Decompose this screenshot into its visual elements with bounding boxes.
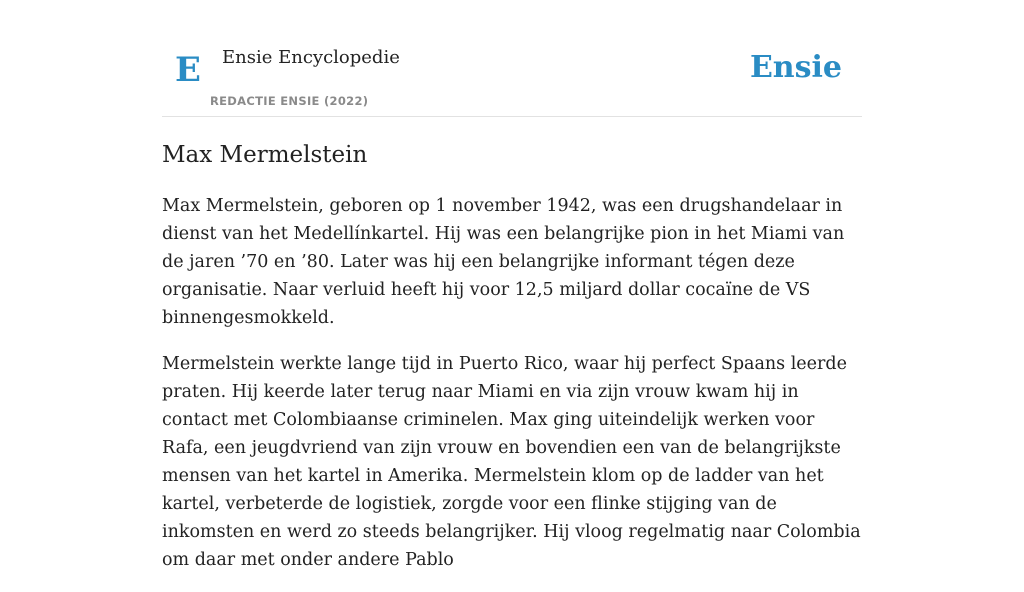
page-container [162, 0, 862, 570]
site-header [162, 0, 862, 117]
article-paragraph: Max Mermelstein, geboren op 1 november 1942, was een drugshandelaar in dienst van het Medellínkartel. Hij was een belangrijke pion in het Miami van de jaren ’70 en ’80. Later was hij een belangrijke informant tégen deze organisatie. Naar verluid heeft hij voor 12,5 miljard dollar cocaïne de VS binnengesmokkeld. [162, 196, 845, 328]
article-body [162, 192, 862, 592]
author-byline: REDACTIE ENSIE (2022) [210, 94, 369, 108]
site-name[interactable]: Ensie Encyclopedie [222, 47, 400, 68]
brand-logo[interactable]: Ensie [749, 50, 842, 85]
article-title: Max Mermelstein [162, 142, 368, 168]
article-paragraph: Mermelstein werkte lange tijd in Puerto Rico, waar hij perfect Spaans leerde praten. Hij keerde later terug naar Miami en via zijn vrouw kwam hij in contact met Colombiaanse criminelen. Max ging uiteindelijk werken voor Rafa, een jeugdvriend van zijn vrouw en bovendien een van de belangrijkste mensen van het kartel in Amerika. Mermelstein klom op de ladder van het kartel, verbeterde de logistiek, zorgde voor een flinke stijging van de inkomsten en werd zo steeds belangrijker. Hij vloog regelmatig naar Colombia om daar met onder andere Pablo [162, 354, 861, 570]
ensie-logo-icon[interactable]: E [175, 50, 201, 90]
